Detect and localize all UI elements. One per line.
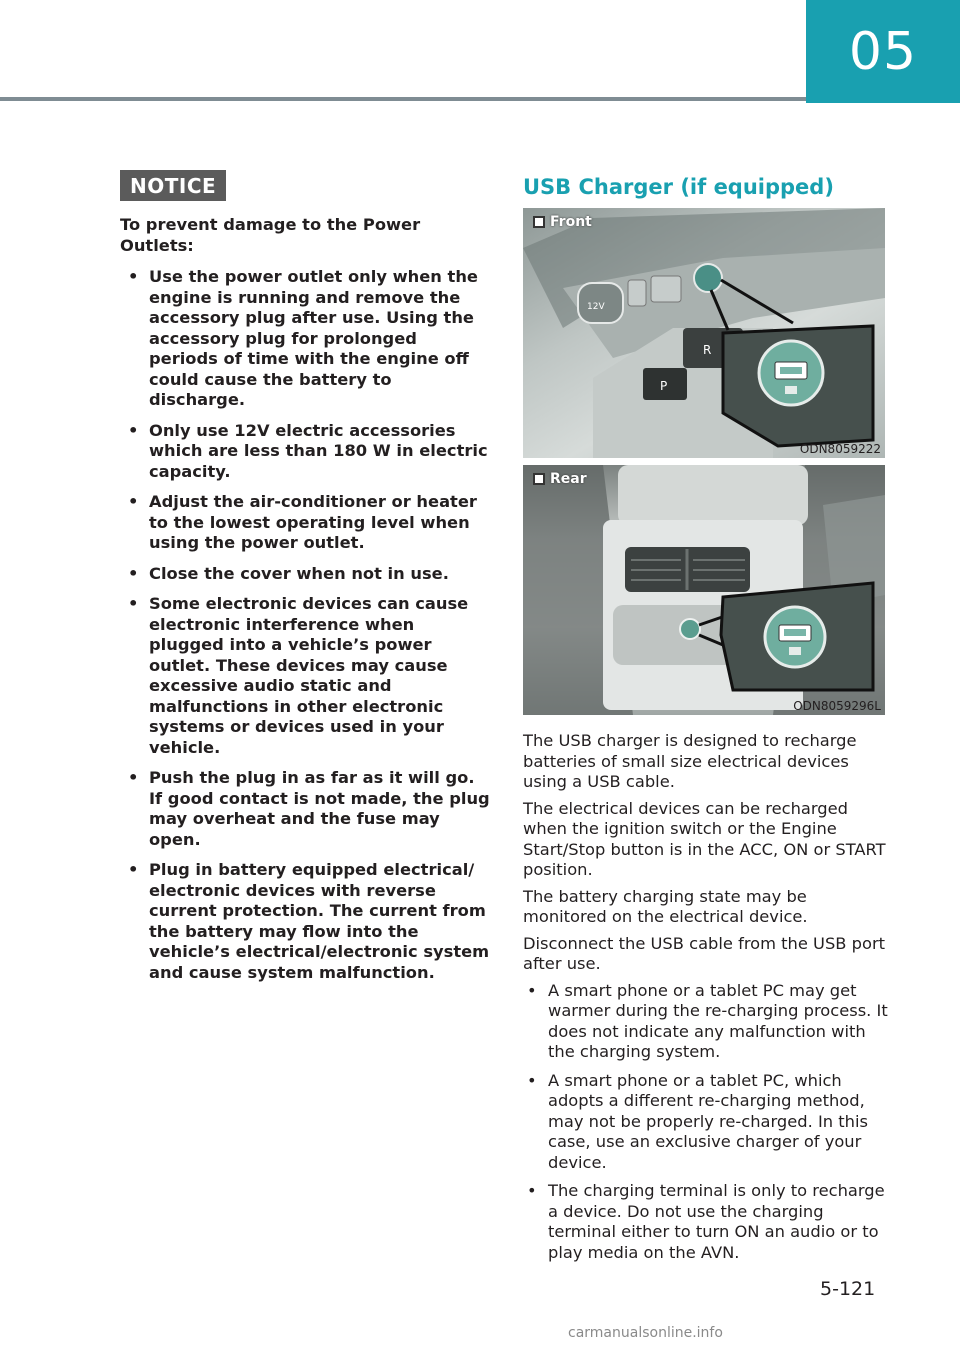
bullet-icon: • — [128, 420, 139, 440]
section-title: USB Charger (if equipped) — [523, 175, 834, 199]
bullet-icon: • — [527, 1070, 537, 1090]
list-item: • Some electronic devices can cause electronic interference when plugged into a vehicle’s power outlet. These devices may cause excessive audio static and malfunctions in other electronic systems or devices used in your vehicle. — [128, 594, 469, 757]
usb-bullet-list — [523, 981, 888, 1264]
list-item: • A smart phone or a tablet PC, which adopts a different re-charging method, may not be properly re-charged. In this case, use an exclusive charger of your device. — [527, 1070, 868, 1172]
label-square-icon — [533, 473, 545, 485]
bullet-icon: • — [128, 267, 139, 286]
notice-column — [120, 170, 490, 993]
list-item: • Push the plug in as far as it will go. If good contact is not made, the plug may overheat and the fuse may open. — [128, 768, 490, 849]
figure-rear-label: Rear — [533, 471, 587, 487]
list-item: • Use the power outlet only when the engine is running and remove the accessory plug after use. Using the accessory plug for prolonged periods of time with the engine off could cause the battery to discharge. — [128, 267, 478, 409]
usb-paragraph: The USB charger is designed to recharge batteries of small size electrical devices using a USB cable. — [523, 731, 857, 791]
bullet-icon: • — [527, 980, 537, 1000]
notice-intro: To prevent damage to the Power Outlets: — [120, 215, 421, 255]
figure-front — [523, 208, 885, 458]
notice-badge: NOTICE — [120, 170, 226, 201]
chapter-tab: 05 — [806, 0, 960, 103]
bullet-icon: • — [128, 563, 139, 583]
label-square-icon — [533, 216, 545, 228]
list-item: • A smart phone or a tablet PC may get warmer during the re-charging process. It does not indicate any malfunction with the charging system. — [527, 980, 888, 1061]
figure-front-label: Front — [533, 214, 592, 230]
bullet-icon: • — [128, 768, 139, 787]
gear-r-label: R — [703, 343, 712, 357]
list-item: • The charging terminal is only to recharge a device. Do not use the charging terminal either to turn ON an audio or to play media on the AVN. — [527, 1181, 885, 1262]
bullet-icon: • — [128, 860, 139, 879]
usb-paragraph: The electrical devices can be recharged when the ignition switch or the Engine Start/Stop button is in the ACC, ON or START position. — [523, 798, 886, 879]
rear-console-illustration — [523, 465, 885, 715]
figure-rear — [523, 465, 885, 715]
bullet-icon: • — [128, 492, 139, 511]
page-number: 5-121 — [820, 1278, 876, 1300]
bullet-icon: • — [128, 594, 139, 613]
list-item: • Close the cover when not in use. — [128, 563, 449, 583]
front-console-illustration — [523, 208, 885, 458]
outlet-12v-label: 12V — [587, 302, 605, 312]
watermark: carmanualsonline.info — [568, 1325, 723, 1341]
list-item: • Plug in battery equipped electrical/ electronic devices with reverse current protection. The current from the battery may flow into the vehicle’s electrical/electronic system and cause system malfunction. — [128, 860, 490, 982]
bullet-icon: • — [527, 1181, 537, 1200]
usb-paragraph: Disconnect the USB cable from the USB port after use. — [523, 933, 886, 973]
list-item: • Adjust the air-conditioner or heater to the lowest operating level when using the power outlet. — [128, 492, 477, 552]
figure-front-code: ODN8059222 — [799, 442, 881, 456]
usb-column — [523, 172, 888, 1271]
figure-rear-code: ODN8059296L — [793, 699, 881, 713]
gear-p-label: P — [660, 379, 668, 393]
notice-list — [120, 267, 490, 983]
usb-paragraph: The battery charging state may be monitored on the electrical device. — [523, 886, 808, 926]
header-rule — [0, 97, 806, 101]
list-item: • Only use 12V electric accessories which are less than 180 W in electric capacity. — [128, 420, 488, 481]
